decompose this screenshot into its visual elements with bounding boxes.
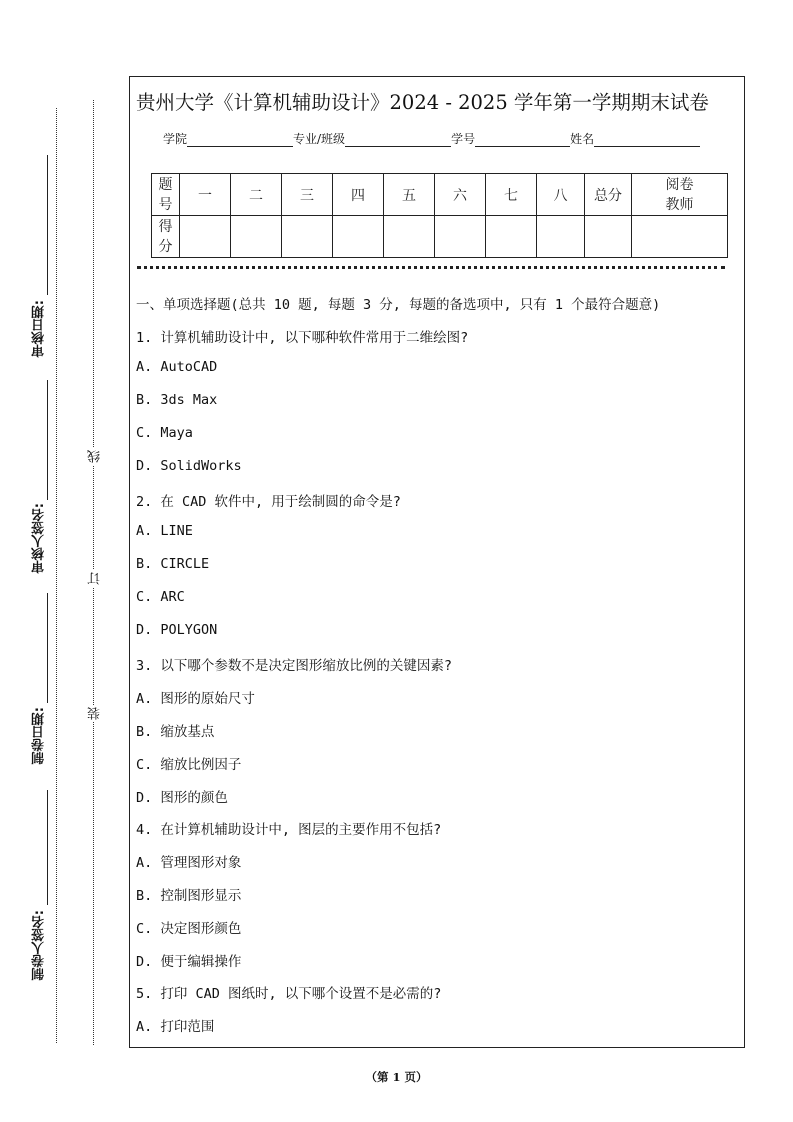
question-stem: 1. 计算机辅助设计中, 以下哪种软件常用于二维绘图? bbox=[136, 330, 469, 346]
score-cell-6[interactable] bbox=[435, 216, 486, 258]
reviewer-signature-label: 审核人签名: bbox=[32, 503, 47, 574]
col-3: 三 bbox=[282, 174, 333, 216]
option-item[interactable]: B. CIRCLE bbox=[136, 556, 210, 572]
outer-dotted-line bbox=[56, 108, 57, 1043]
student-id-field[interactable] bbox=[475, 132, 570, 147]
col-8: 八 bbox=[537, 174, 585, 216]
option-item[interactable]: D. POLYGON bbox=[136, 622, 218, 638]
exam-title: 贵州大学《计算机辅助设计》2024 - 2025 学年第一学期期末试卷 bbox=[136, 91, 709, 114]
college-label: 学院 bbox=[163, 132, 188, 146]
major-class-field[interactable] bbox=[345, 132, 451, 147]
col-6: 六 bbox=[435, 174, 486, 216]
option-item[interactable]: C. 缩放比例因子 bbox=[136, 757, 242, 773]
col-1: 一 bbox=[180, 174, 231, 216]
option-item[interactable]: C. Maya bbox=[136, 425, 193, 441]
col-2: 二 bbox=[231, 174, 282, 216]
question-stem: 3. 以下哪个参数不是决定图形缩放比例的关键因素? bbox=[136, 658, 453, 674]
score-cell-total[interactable] bbox=[585, 216, 632, 258]
college-field[interactable] bbox=[187, 132, 293, 147]
score-cell-grader[interactable] bbox=[632, 216, 728, 258]
score-cell-3[interactable] bbox=[282, 216, 333, 258]
binding-char-line: 线 bbox=[88, 450, 103, 463]
student-info-line bbox=[163, 130, 700, 147]
score-cell-7[interactable] bbox=[486, 216, 537, 258]
row-label-score: 得分 bbox=[152, 216, 180, 258]
option-item[interactable]: A. 管理图形对象 bbox=[136, 855, 242, 871]
option-item[interactable]: C. 决定图形颜色 bbox=[136, 921, 242, 937]
compile-date-blank[interactable] bbox=[47, 593, 48, 703]
score-cell-8[interactable] bbox=[537, 216, 585, 258]
student-id-label: 学号 bbox=[451, 132, 476, 146]
compiler-signature-blank[interactable] bbox=[47, 790, 48, 905]
option-item[interactable]: D. 便于编辑操作 bbox=[136, 954, 242, 970]
binding-char-bind: 装 bbox=[88, 707, 103, 720]
score-cell-2[interactable] bbox=[231, 216, 282, 258]
col-grader: 阅卷教师 bbox=[632, 174, 728, 216]
name-label: 姓名 bbox=[570, 132, 595, 146]
option-item[interactable]: A. 打印范围 bbox=[136, 1019, 215, 1035]
col-4: 四 bbox=[333, 174, 384, 216]
score-table bbox=[151, 173, 728, 258]
score-cell-4[interactable] bbox=[333, 216, 384, 258]
question-stem: 2. 在 CAD 软件中, 用于绘制圆的命令是? bbox=[136, 494, 401, 510]
row-label-question-no: 题号 bbox=[152, 174, 180, 216]
section-heading: 一、单项选择题(总共 10 题, 每题 3 分, 每题的备选项中, 只有 1 个最符合题意) bbox=[136, 297, 661, 313]
score-cell-5[interactable] bbox=[384, 216, 435, 258]
compile-date-label: 制卷日期: bbox=[32, 707, 47, 765]
review-date-blank[interactable] bbox=[47, 155, 48, 295]
option-item[interactable]: D. 图形的颜色 bbox=[136, 790, 228, 806]
col-5: 五 bbox=[384, 174, 435, 216]
page-number: （第 1 页） bbox=[365, 1070, 428, 1084]
col-total: 总分 bbox=[585, 174, 632, 216]
compiler-signature-label: 制卷人签名: bbox=[32, 910, 47, 981]
question-stem: 4. 在计算机辅助设计中, 图层的主要作用不包括? bbox=[136, 822, 442, 838]
reviewer-signature-blank[interactable] bbox=[47, 380, 48, 500]
name-field[interactable] bbox=[594, 132, 700, 147]
question-stem: 5. 打印 CAD 图纸时, 以下哪个设置不是必需的? bbox=[136, 986, 442, 1002]
option-item[interactable]: B. 控制图形显示 bbox=[136, 888, 242, 904]
option-item[interactable]: A. 图形的原始尺寸 bbox=[136, 691, 255, 707]
option-item[interactable]: D. SolidWorks bbox=[136, 458, 242, 474]
review-date-label: 审核日期: bbox=[32, 300, 47, 358]
score-cell-1[interactable] bbox=[180, 216, 231, 258]
option-item[interactable]: B. 缩放基点 bbox=[136, 724, 215, 740]
option-item[interactable]: A. AutoCAD bbox=[136, 359, 218, 375]
option-item[interactable]: A. LINE bbox=[136, 523, 193, 539]
binding-char-staple: 订 bbox=[88, 572, 103, 585]
section-separator bbox=[137, 266, 725, 269]
option-item[interactable]: B. 3ds Max bbox=[136, 392, 218, 408]
col-7: 七 bbox=[486, 174, 537, 216]
major-class-label: 专业/班级 bbox=[293, 132, 346, 146]
option-item[interactable]: C. ARC bbox=[136, 589, 185, 605]
